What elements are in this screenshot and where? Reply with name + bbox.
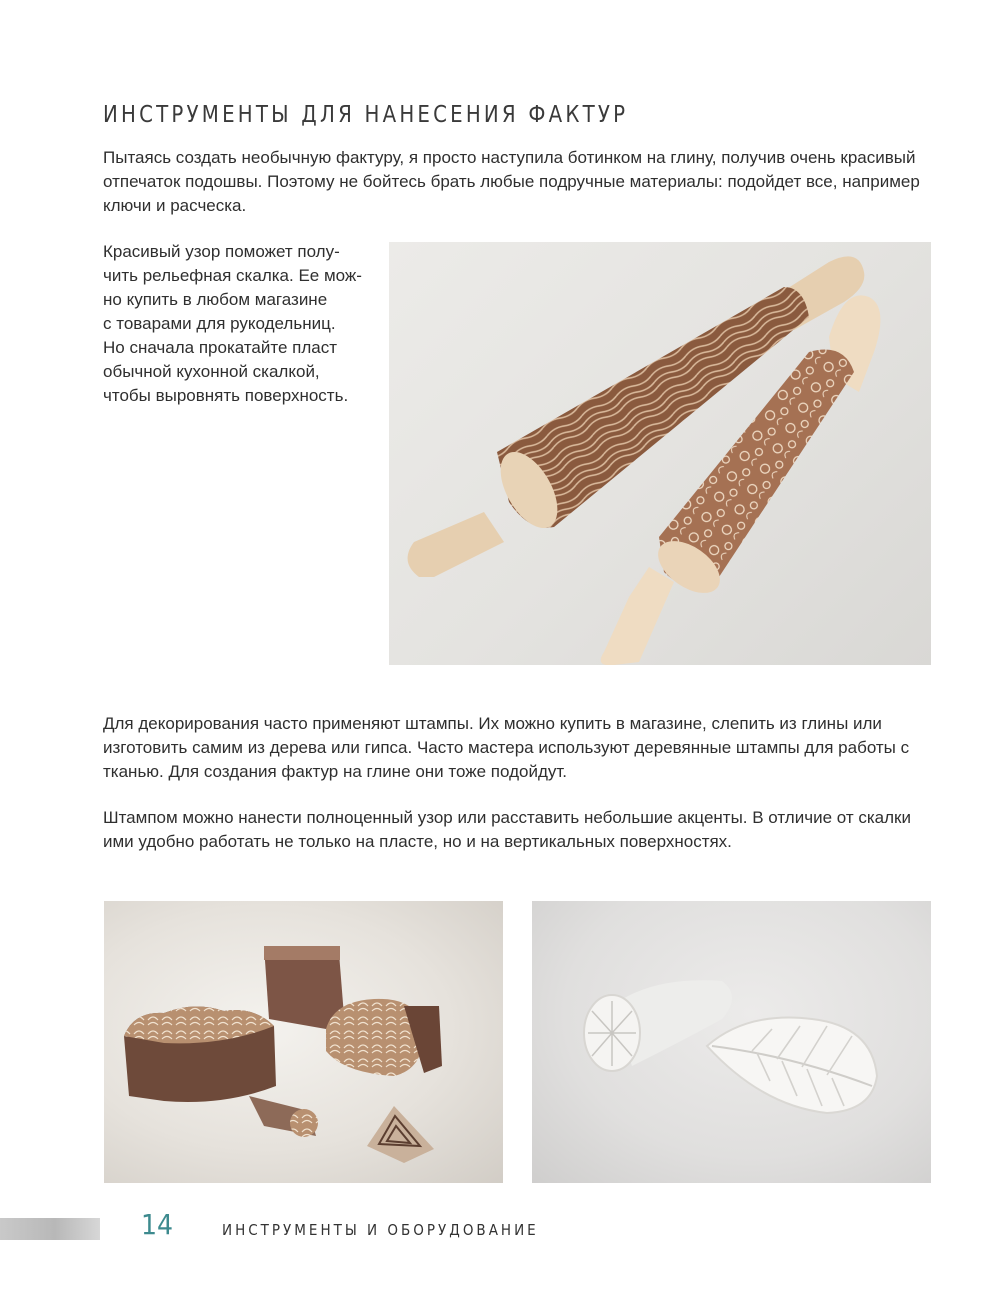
paragraph-line: чить рельефная скалка. Ее мож- (103, 266, 362, 285)
leaf-clay-stamp (707, 1018, 877, 1113)
triangle-wooden-stamp (367, 1106, 434, 1163)
paisley-wooden-stamp (326, 999, 442, 1076)
paragraph-line: обычной кухонной скалкой, (103, 362, 320, 381)
block-wooden-stamp (264, 946, 344, 1029)
wooden-stamps-photo (104, 901, 503, 1183)
running-footer-title: ИНСТРУМЕНТЫ И ОБОРУДОВАНИЕ (222, 1221, 539, 1239)
page-heading: ИНСТРУМЕНТЫ ДЛЯ НАНЕСЕНИЯ ФАКТУР (103, 102, 629, 129)
paragraph-line: но купить в любом магазине (103, 290, 328, 309)
paragraph-line: Но сначала прокатайте пласт (103, 338, 338, 357)
small-wooden-stamp (249, 1096, 318, 1137)
page-number: 14 (141, 1208, 174, 1241)
round-clay-stamp (584, 980, 732, 1071)
rolling-pin-paragraph (103, 240, 373, 408)
footer-decorative-strip (0, 1218, 100, 1240)
paragraph-line: Красивый узор поможет полу- (103, 242, 340, 261)
paragraph-line: с товарами для рукодельниц. (103, 314, 336, 333)
clay-stamps-photo (532, 901, 931, 1183)
rolling-pins-photo (389, 242, 931, 665)
paragraph-line: чтобы выровнять поверхность. (103, 386, 349, 405)
large-wooden-stamp (124, 1006, 276, 1102)
stamp-usage-paragraph: Штампом можно нанести полноценный узор или расставить небольшие акценты. В отличие от скалки ими удобно работать не только на пласте, но и на вертикальных поверхностях. (103, 808, 911, 851)
stamps-paragraph: Для декорирования часто применяют штампы. Их можно купить в магазине, слепить из глины или изготовить самим из дерева или гипса. Часто мастера используют деревянные штампы для работы с тканью. Для создания фактур на глине они тоже подойдут. (103, 714, 910, 781)
intro-paragraph: Пытаясь создать необычную фактуру, я просто наступила ботинком на глину, получив очень красивый отпечаток подошвы. Поэтому не бойтесь брать любые подручные материалы: подойдет все, например ключи и расческа. (103, 148, 920, 215)
